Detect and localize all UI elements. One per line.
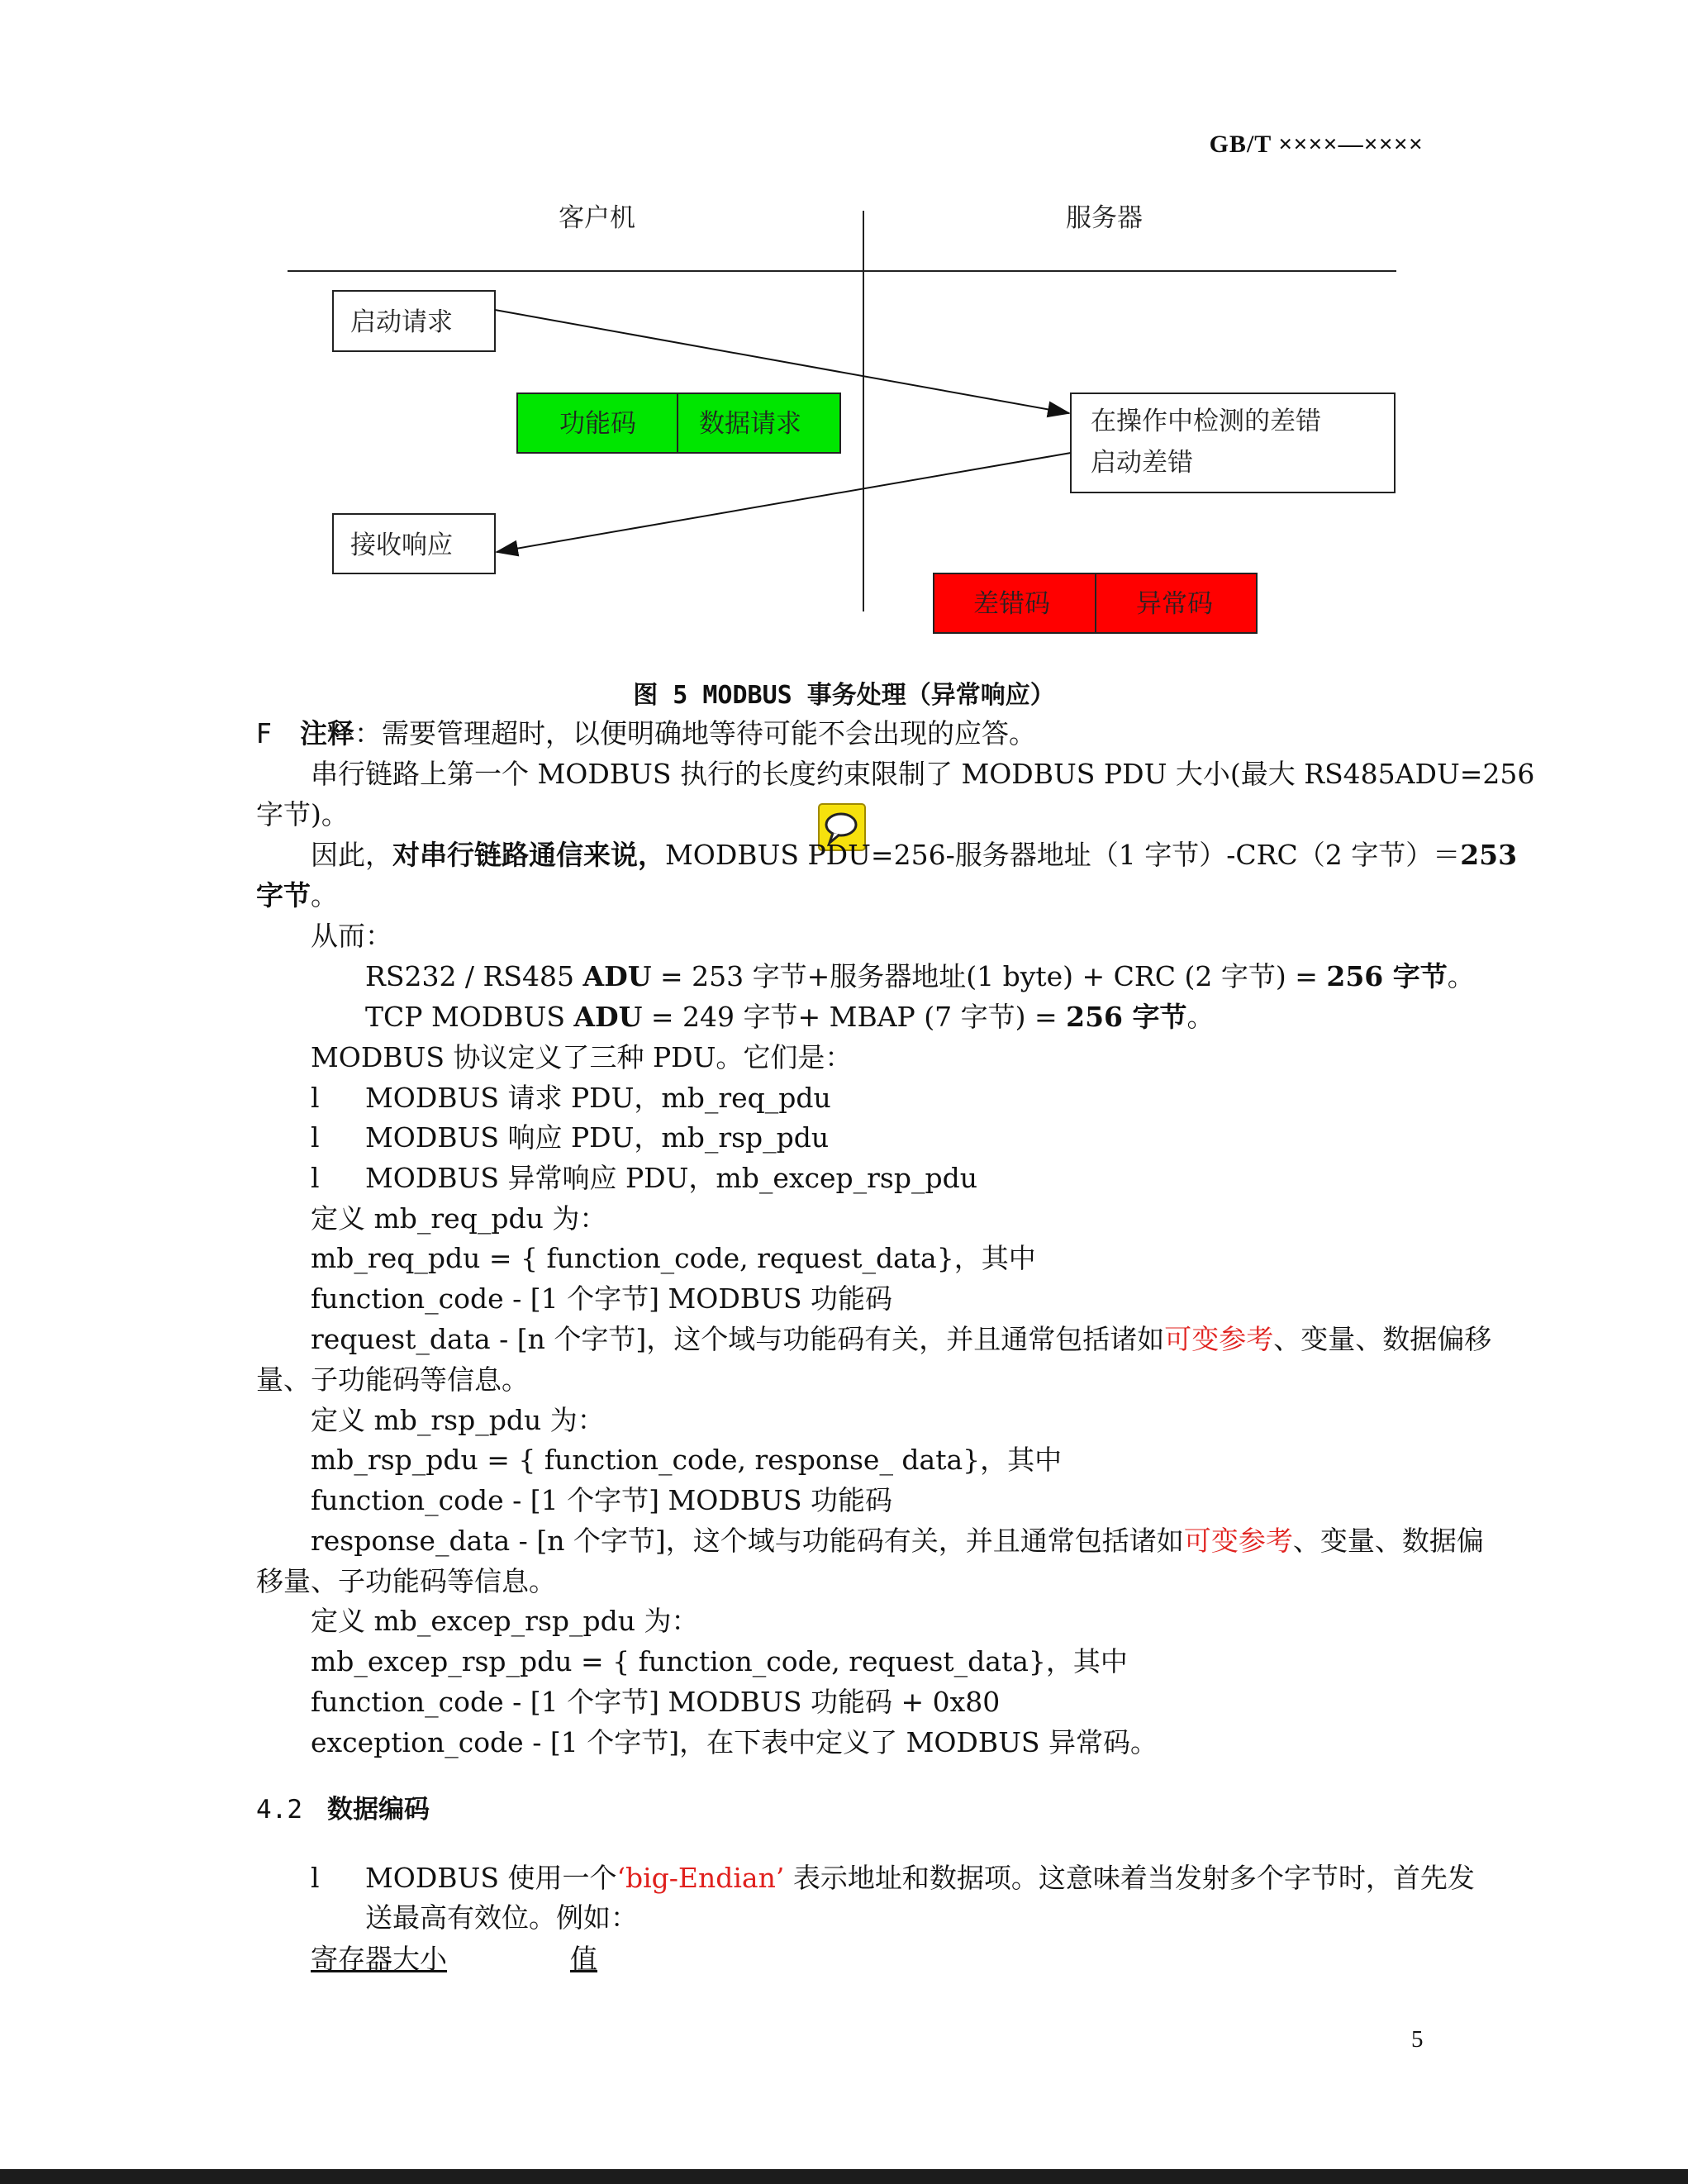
bullet-2-marker: l xyxy=(311,1121,320,1154)
def-line-5: 定义 mb_rsp_pdu 为： xyxy=(311,1404,605,1436)
bullet-4-line-1: MODBUS 使用一个‘big-Endian’ 表示地址和数据项。这意味着当发射多个字节时，首先发 xyxy=(365,1862,1475,1894)
bullet-1-marker: l xyxy=(311,1082,320,1114)
page-number: 5 xyxy=(1411,2026,1424,2053)
def-line-11: function_code - [1 个字节] MODBUS 功能码 + 0x80 xyxy=(311,1686,1001,1718)
column-client-label: 客户机 xyxy=(559,203,635,233)
sequence-diagram xyxy=(0,0,1688,661)
error-detected-line1: 在操作中检测的差错 xyxy=(1091,407,1321,436)
data-request-label: 数据请求 xyxy=(699,409,801,439)
para-2-line-1: 因此，对串行链路通信来说，MODBUS PDU=256-服务器地址（1 字节）-CRC（2 字节）＝253 xyxy=(311,839,1518,871)
def-line-8-cont: 移量、子功能码等信息。 xyxy=(256,1565,556,1597)
section-title: 数据编码 xyxy=(327,1795,430,1825)
error-detected-line2: 启动差错 xyxy=(1091,448,1193,478)
response-arrow xyxy=(497,453,1071,552)
exception-code-label: 异常码 xyxy=(1136,589,1213,619)
para-2-line-2: 字节。 xyxy=(256,879,338,911)
def-line-1: 定义 mb_req_pdu 为： xyxy=(311,1202,607,1235)
def-line-9: 定义 mb_excep_rsp_pdu 为： xyxy=(311,1605,699,1637)
formula-tcp: TCP MODBUS ADU = 249 字节+ MBAP (7 字节) = 256 字节。 xyxy=(365,1001,1215,1033)
para-3: 从而： xyxy=(311,920,392,952)
def-line-10: mb_excep_rsp_pdu = { function_code, request_data}，其中 xyxy=(311,1645,1128,1677)
note-label: 注释 xyxy=(299,717,354,749)
bullet-2: MODBUS 响应 PDU，mb_rsp_pdu xyxy=(365,1121,830,1154)
note-line xyxy=(256,717,1036,750)
table-header-register-size: 寄存器大小 xyxy=(311,1943,447,1975)
formula-rs485: RS232 / RS485 ADU = 253 字节+服务器地址(1 byte) + CRC (2 字节) = 256 字节。 xyxy=(365,960,1475,992)
note-text: ：需要管理超时，以便明确地等待可能不会出现的应答。 xyxy=(354,717,1036,749)
bullet-4-line-2: 送最高有效位。例如： xyxy=(365,1901,638,1934)
bullet-3-marker: l xyxy=(311,1162,320,1194)
def-line-12: exception_code - [1 个字节]，在下表中定义了 MODBUS 异常码。 xyxy=(311,1726,1158,1758)
figure-caption: 图 5 MODBUS 事务处理（异常响应） xyxy=(633,681,1055,710)
error-code-label: 差错码 xyxy=(973,589,1050,619)
initiate-request-label: 启动请求 xyxy=(350,307,453,337)
standard-code-header: GB/T ××××—×××× xyxy=(1209,131,1424,158)
bullet-1: MODBUS 请求 PDU，mb_req_pdu xyxy=(365,1082,831,1114)
bottom-edge-bar xyxy=(0,2169,1688,2184)
def-line-3: function_code - [1 个字节] MODBUS 功能码 xyxy=(311,1282,892,1315)
function-code-label: 功能码 xyxy=(559,409,636,439)
def-line-8: response_data - [n 个字节]，这个域与功能码有关，并且通常包括诸如可变参考、变量、数据偏 xyxy=(311,1525,1484,1557)
bullet-4-marker: l xyxy=(311,1862,320,1894)
receive-response-label: 接收响应 xyxy=(350,531,453,560)
def-line-7: function_code - [1 个字节] MODBUS 功能码 xyxy=(311,1484,892,1516)
def-line-6: mb_rsp_pdu = { function_code, response_ data}，其中 xyxy=(311,1444,1063,1476)
def-line-4-cont: 量、子功能码等信息。 xyxy=(256,1363,529,1396)
note-marker: F xyxy=(256,717,272,749)
bullet-3: MODBUS 异常响应 PDU，mb_excep_rsp_pdu xyxy=(365,1162,977,1194)
para-1-line-2: 字节)。 xyxy=(256,798,349,830)
def-line-2: mb_req_pdu = { function_code, request_data}，其中 xyxy=(311,1242,1036,1274)
column-server-label: 服务器 xyxy=(1066,203,1143,233)
table-header-value: 值 xyxy=(570,1943,597,1975)
para-1-line-1: 串行链路上第一个 MODBUS 执行的长度约束限制了 MODBUS PDU 大小(最大 RS485ADU=256 xyxy=(311,758,1535,790)
para-4: MODBUS 协议定义了三种 PDU。它们是： xyxy=(311,1041,853,1073)
section-number: 4.2 xyxy=(256,1795,302,1825)
def-line-4: request_data - [n 个字节]，这个域与功能码有关，并且通常包括诸如可变参考、变量、数据偏移 xyxy=(311,1323,1492,1355)
